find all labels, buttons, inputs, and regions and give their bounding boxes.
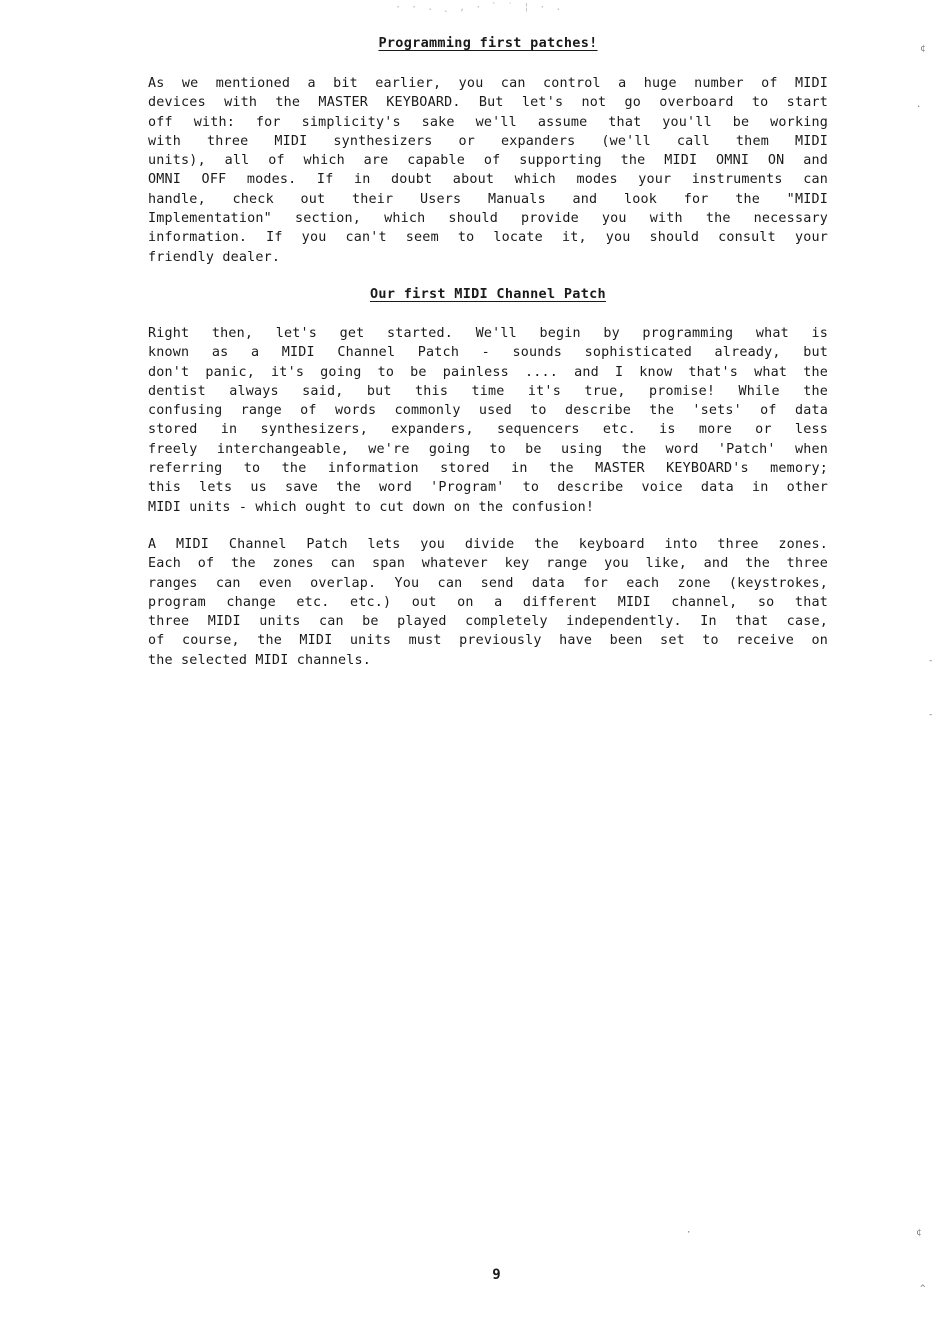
scan-speck: - [928,710,934,720]
heading-first-midi-channel-patch: Our first MIDI Channel Patch [370,286,606,302]
text-line: three MIDI units can be played completely independently. In that case, [148,614,828,630]
text-line: with three MIDI synthesizers or expanders (we'll call them MIDI [148,133,828,149]
scan-speck: ¢ [920,44,926,54]
text-line: known as a MIDI Channel Patch - sounds sophisticated already, but [148,345,828,361]
text-line: information. If you can't seem to locate it, you should consult your [148,230,828,246]
paragraph-getting-started [148,324,828,517]
text-line: Implementation" section, which should provide you with the necessary [148,211,828,227]
text-line: friendly dealer. [148,249,281,265]
text-line: A MIDI Channel Patch lets you divide the keyboard into three zones. [148,537,828,552]
text-line: ranges can even overlap. You can send data for each zone (keystrokes, [148,575,828,591]
text-line: MIDI units - which ought to cut down on the confusion! [148,499,595,515]
heading-programming-first-patches: Programming first patches! [378,35,598,51]
text-line: of course, the MIDI units must previously have been set to receive on [148,633,828,649]
scan-speck: ¢ [916,1228,922,1238]
text-line: don't panic, it's going to be painless .... and I know that's what the [148,364,828,380]
text-line: freely interchangeable, we're going to be using the word 'Patch' when [148,441,828,457]
scan-speck: · [686,1228,692,1238]
text-line: As we mentioned a bit earlier, you can control a huge number of MIDI [148,76,828,91]
scan-speck: - [928,656,934,666]
text-line: units), all of which are capable of supporting the MIDI OMNI ON and [148,153,828,169]
scan-speck: ^ [920,1284,926,1294]
text-line: handle, check out their Users Manuals and look for the "MIDI [148,191,828,207]
text-line: confusing range of words commonly used to describe the 'sets' of data [148,403,828,419]
text-line: Right then, let's get started. We'll begin by programming what is [148,326,828,341]
text-line: off with: for simplicity's sake we'll assume that you'll be working [148,114,828,130]
text-line: this lets us save the word 'Program' to describe voice data in other [148,480,828,496]
text-line: Each of the zones can span whatever key range you like, and the three [148,556,828,572]
text-line: program change etc. etc.) out on a different MIDI channel, so that [148,594,828,610]
text-line: dentist always said, but this time it's true, promise! While the [148,383,828,399]
text-line: stored in synthesizers, expanders, sequencers etc. is more or less [148,422,828,438]
text-line: the selected MIDI channels. [148,652,372,668]
text-line: referring to the information stored in the MASTER KEYBOARD's memory; [148,461,828,477]
scan-speck: . [916,100,922,110]
text-line: devices with the MASTER KEYBOARD. But let's not go overboard to start [148,95,828,111]
page-number: 9 [492,1267,501,1283]
paragraph-intro [148,74,828,267]
paragraph-channel-patch-zones [148,535,828,670]
text-line: OMNI OFF modes. If in doubt about which modes your instruments can [148,172,828,188]
scan-smudge: · · . ˛ ‚ · ` ˙ ¦ · . [395,2,564,13]
